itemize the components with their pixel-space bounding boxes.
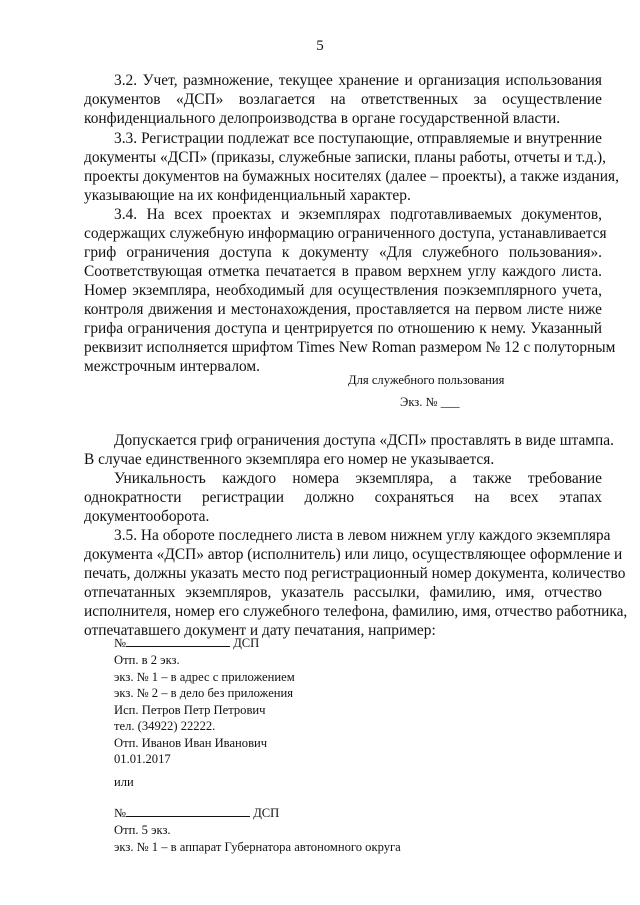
number-sign: № xyxy=(114,636,127,650)
para-3-5-line: документа «ДСП» автор (исполнитель) или лицо, осуществляющее оформление и xyxy=(84,546,623,563)
para-3-4-line: 3.4. На всех проектах и экземплярах подготавливаемых документов, xyxy=(114,206,602,223)
example-1-line: Отп. в 2 экз. xyxy=(114,653,180,667)
or-label: или xyxy=(114,775,134,789)
example-2-line: Отп. 5 экз. xyxy=(114,823,171,837)
para-unique-line: Уникальность каждого номера экземпляра, а также требование xyxy=(114,470,602,487)
dsp-suffix: ДСП xyxy=(253,806,280,820)
para-3-5-line: 3.5. На обороте последнего листа в левом нижнем углу каждого экземпляра xyxy=(114,527,611,544)
para-3-4-line: грифа ограничения доступа и центрируется по отношению к нему. Указанный xyxy=(84,320,602,337)
number-sign: № xyxy=(114,806,127,820)
dsp-suffix: ДСП xyxy=(233,636,260,650)
para-3-5-line: отпечатавшего документ и дату печатания, например: xyxy=(84,622,436,639)
dsp-copy-number: Экз. № ___ xyxy=(400,395,460,409)
example-1-line: тел. (34922) 22222. xyxy=(114,719,216,733)
number-blank-line xyxy=(126,815,250,817)
para-3-5-line: отпечатанных экземпляров, указатель рассылки, фамилию, имя, отчество xyxy=(84,584,602,601)
para-3-3-line: проекты документов на бумажных носителях (далее – проекты), а также издания, xyxy=(84,168,619,185)
para-3-4-line: реквизит исполняется шрифтом Times New Roman размером № 12 с полуторным xyxy=(84,339,616,356)
para-stamp-line: В случае единственного экземпляра его номер не указывается. xyxy=(84,451,495,468)
para-3-3-line: документы «ДСП» (приказы, служебные записки, планы работы, отчеты и т.д.), xyxy=(84,149,607,166)
para-unique-line: однократности регистрации должно сохраняться на всех этапах xyxy=(84,489,602,506)
example-2-registration-number xyxy=(114,806,279,821)
para-3-3-line: указывающие на их конфиденциальный характер. xyxy=(84,187,411,204)
para-3-5-line: печать, должны указать место под регистрационный номер документа, количество xyxy=(84,565,626,582)
example-1-line: 01.01.2017 xyxy=(114,752,171,766)
dsp-stamp-label: Для служебного пользования xyxy=(348,373,505,387)
example-1-registration-number xyxy=(114,636,259,651)
example-1-line: Исп. Петров Петр Петрович xyxy=(114,703,266,717)
example-1-line: Отп. Иванов Иван Иванович xyxy=(114,736,268,750)
para-3-2-line: документов «ДСП» возлагается на ответственных за осуществление xyxy=(84,91,602,108)
para-3-2-line: 3.2. Учет, размножение, текущее хранение и организация использования xyxy=(114,72,602,89)
para-3-4-line: контроля движения и местонахождения, проставляется на первом листе ниже xyxy=(84,301,602,318)
para-stamp-line: Допускается гриф ограничения доступа «ДСП» проставлять в виде штампа. xyxy=(114,432,614,449)
para-3-4-line: Соответствующая отметка печатается в правом верхнем углу каждого листа. xyxy=(84,263,602,280)
para-3-5-line: исполнителя, номер его служебного телефона, фамилию, имя, отчество работника, xyxy=(84,603,628,620)
para-unique-line: документооборота. xyxy=(84,508,210,525)
number-blank-line xyxy=(126,645,230,647)
para-3-4-line: Номер экземпляра, необходимый для осуществления поэкземплярного учета, xyxy=(84,282,602,299)
page-number: 5 xyxy=(316,38,324,54)
example-2-line: экз. № 1 – в аппарат Губернатора автономного округа xyxy=(114,840,401,854)
example-1-line: экз. № 1 – в адрес с приложением xyxy=(114,670,295,684)
para-3-4-line: содержащих служебную информацию ограниченного доступа, устанавливается xyxy=(84,225,607,242)
para-3-3-line: 3.3. Регистрации подлежат все поступающие, отправляемые и внутренние xyxy=(114,130,602,147)
example-1-line: экз. № 2 – в дело без приложения xyxy=(114,686,294,700)
para-3-2-line: конфиденциального делопроизводства в органе государственной власти. xyxy=(84,110,561,127)
para-3-4-line: гриф ограничения доступа к документу «Для служебного пользования». xyxy=(84,244,602,261)
para-3-4-line: межстрочным интервалом. xyxy=(84,358,260,375)
